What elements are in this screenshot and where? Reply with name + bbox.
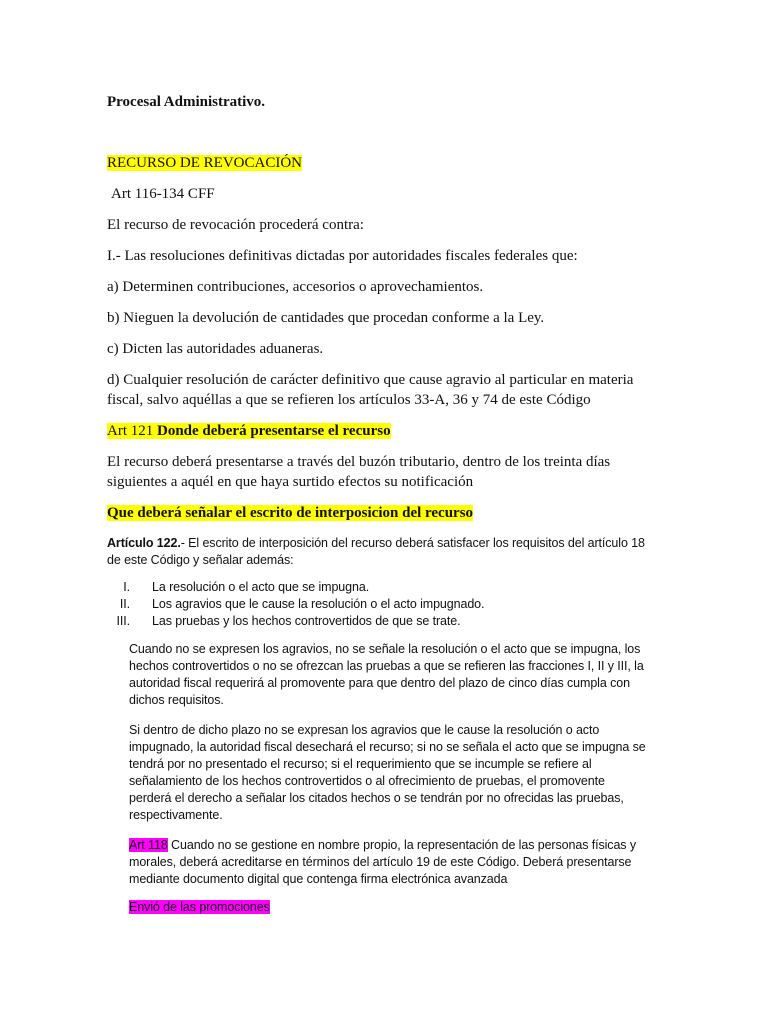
point-d	[107, 370, 633, 410]
art118-line: morales, deberá acreditarse en términos del artículo 19 de este Código. Deberá presentarse	[129, 855, 632, 869]
point-i: I.- Las resoluciones definitivas dictadas por autoridades fiscales federales que:	[107, 248, 578, 264]
art121-title: Donde deberá presentarse el recurso	[157, 423, 391, 439]
art118-line: Cuando no se gestione en nombre propio, la representación de las personas físicas y	[167, 838, 636, 852]
recurso-title: RECURSO DE REVOCACIÓN	[107, 155, 303, 171]
paragraph-requisitos: Cuando no se expresen los agravios, no se señale la resolución o el acto que se impugna, los hechos controvertidos o no se ofrezcan las pruebas a que se refieren las fracciones I, II y III, la autoridad fiscal requerirá al promovente para que dentro del plazo de cinco días cumpla con dichos requisitos.	[129, 642, 644, 707]
paragraph-plazo: Si dentro de dicho plazo no se expresan los agravios que le cause la resolución o acto impugnado, la autoridad fiscal desechará el recurso; si no se señala el acto que se impugna se tendrá por no presentado el recurso; si el requerimiento que se incumple se refiere al señalamiento de los hechos controvertidos o al ofrecimiento de pruebas, el promovente perderá el derecho a señalar los citados hechos o se tendrán por no ofrecidas las pruebas, respectivamente.	[129, 723, 646, 822]
article-reference: Art 116-134 CFF	[111, 186, 215, 202]
point-d-line: d) Cualquier resolución de carácter definitivo que cause agravio al particular en materia	[107, 372, 634, 388]
point-b: b) Nieguen la devolución de cantidades que procedan conforme a la Ley.	[107, 310, 545, 326]
point-d-line: fiscal, salvo aquéllas a que se refieren los artículos 33-A, 36 y 74 de este Código	[107, 392, 591, 408]
art121-body-line: siguientes a aquél en que haya surtido efectos su notificación	[107, 474, 474, 490]
envio-heading: Envió de las promociones	[129, 900, 270, 914]
art122-text	[107, 535, 645, 569]
point-a: a) Determinen contribuciones, accesorios o aprovechamientos.	[107, 279, 484, 295]
art122-line: - El escrito de interposición del recurso deberá satisfacer los requisitos del artículo 18	[180, 536, 645, 550]
art118-text	[129, 837, 636, 888]
intro-text: El recurso de revocación procederá contra:	[107, 217, 364, 233]
point-c: c) Dicten las autoridades aduaneras.	[107, 341, 324, 357]
art121-number: Art 121	[107, 423, 157, 439]
art118-line: mediante documento digital que contenga firma electrónica avanzada	[129, 872, 508, 886]
interposicion-heading: Que deberá señalar el escrito de interposicion del recurso	[107, 505, 474, 521]
art118-label: Art 118	[129, 838, 168, 852]
art121-heading	[107, 421, 391, 441]
document-heading: Procesal Administrativo.	[107, 94, 266, 110]
art121-body-line: El recurso deberá presentarse a través del buzón tributario, dentro de los treinta días	[107, 454, 611, 470]
art122-line: de este Código y señalar además:	[107, 553, 294, 567]
art121-body	[107, 452, 610, 492]
art122-label: Artículo 122.	[107, 536, 181, 550]
